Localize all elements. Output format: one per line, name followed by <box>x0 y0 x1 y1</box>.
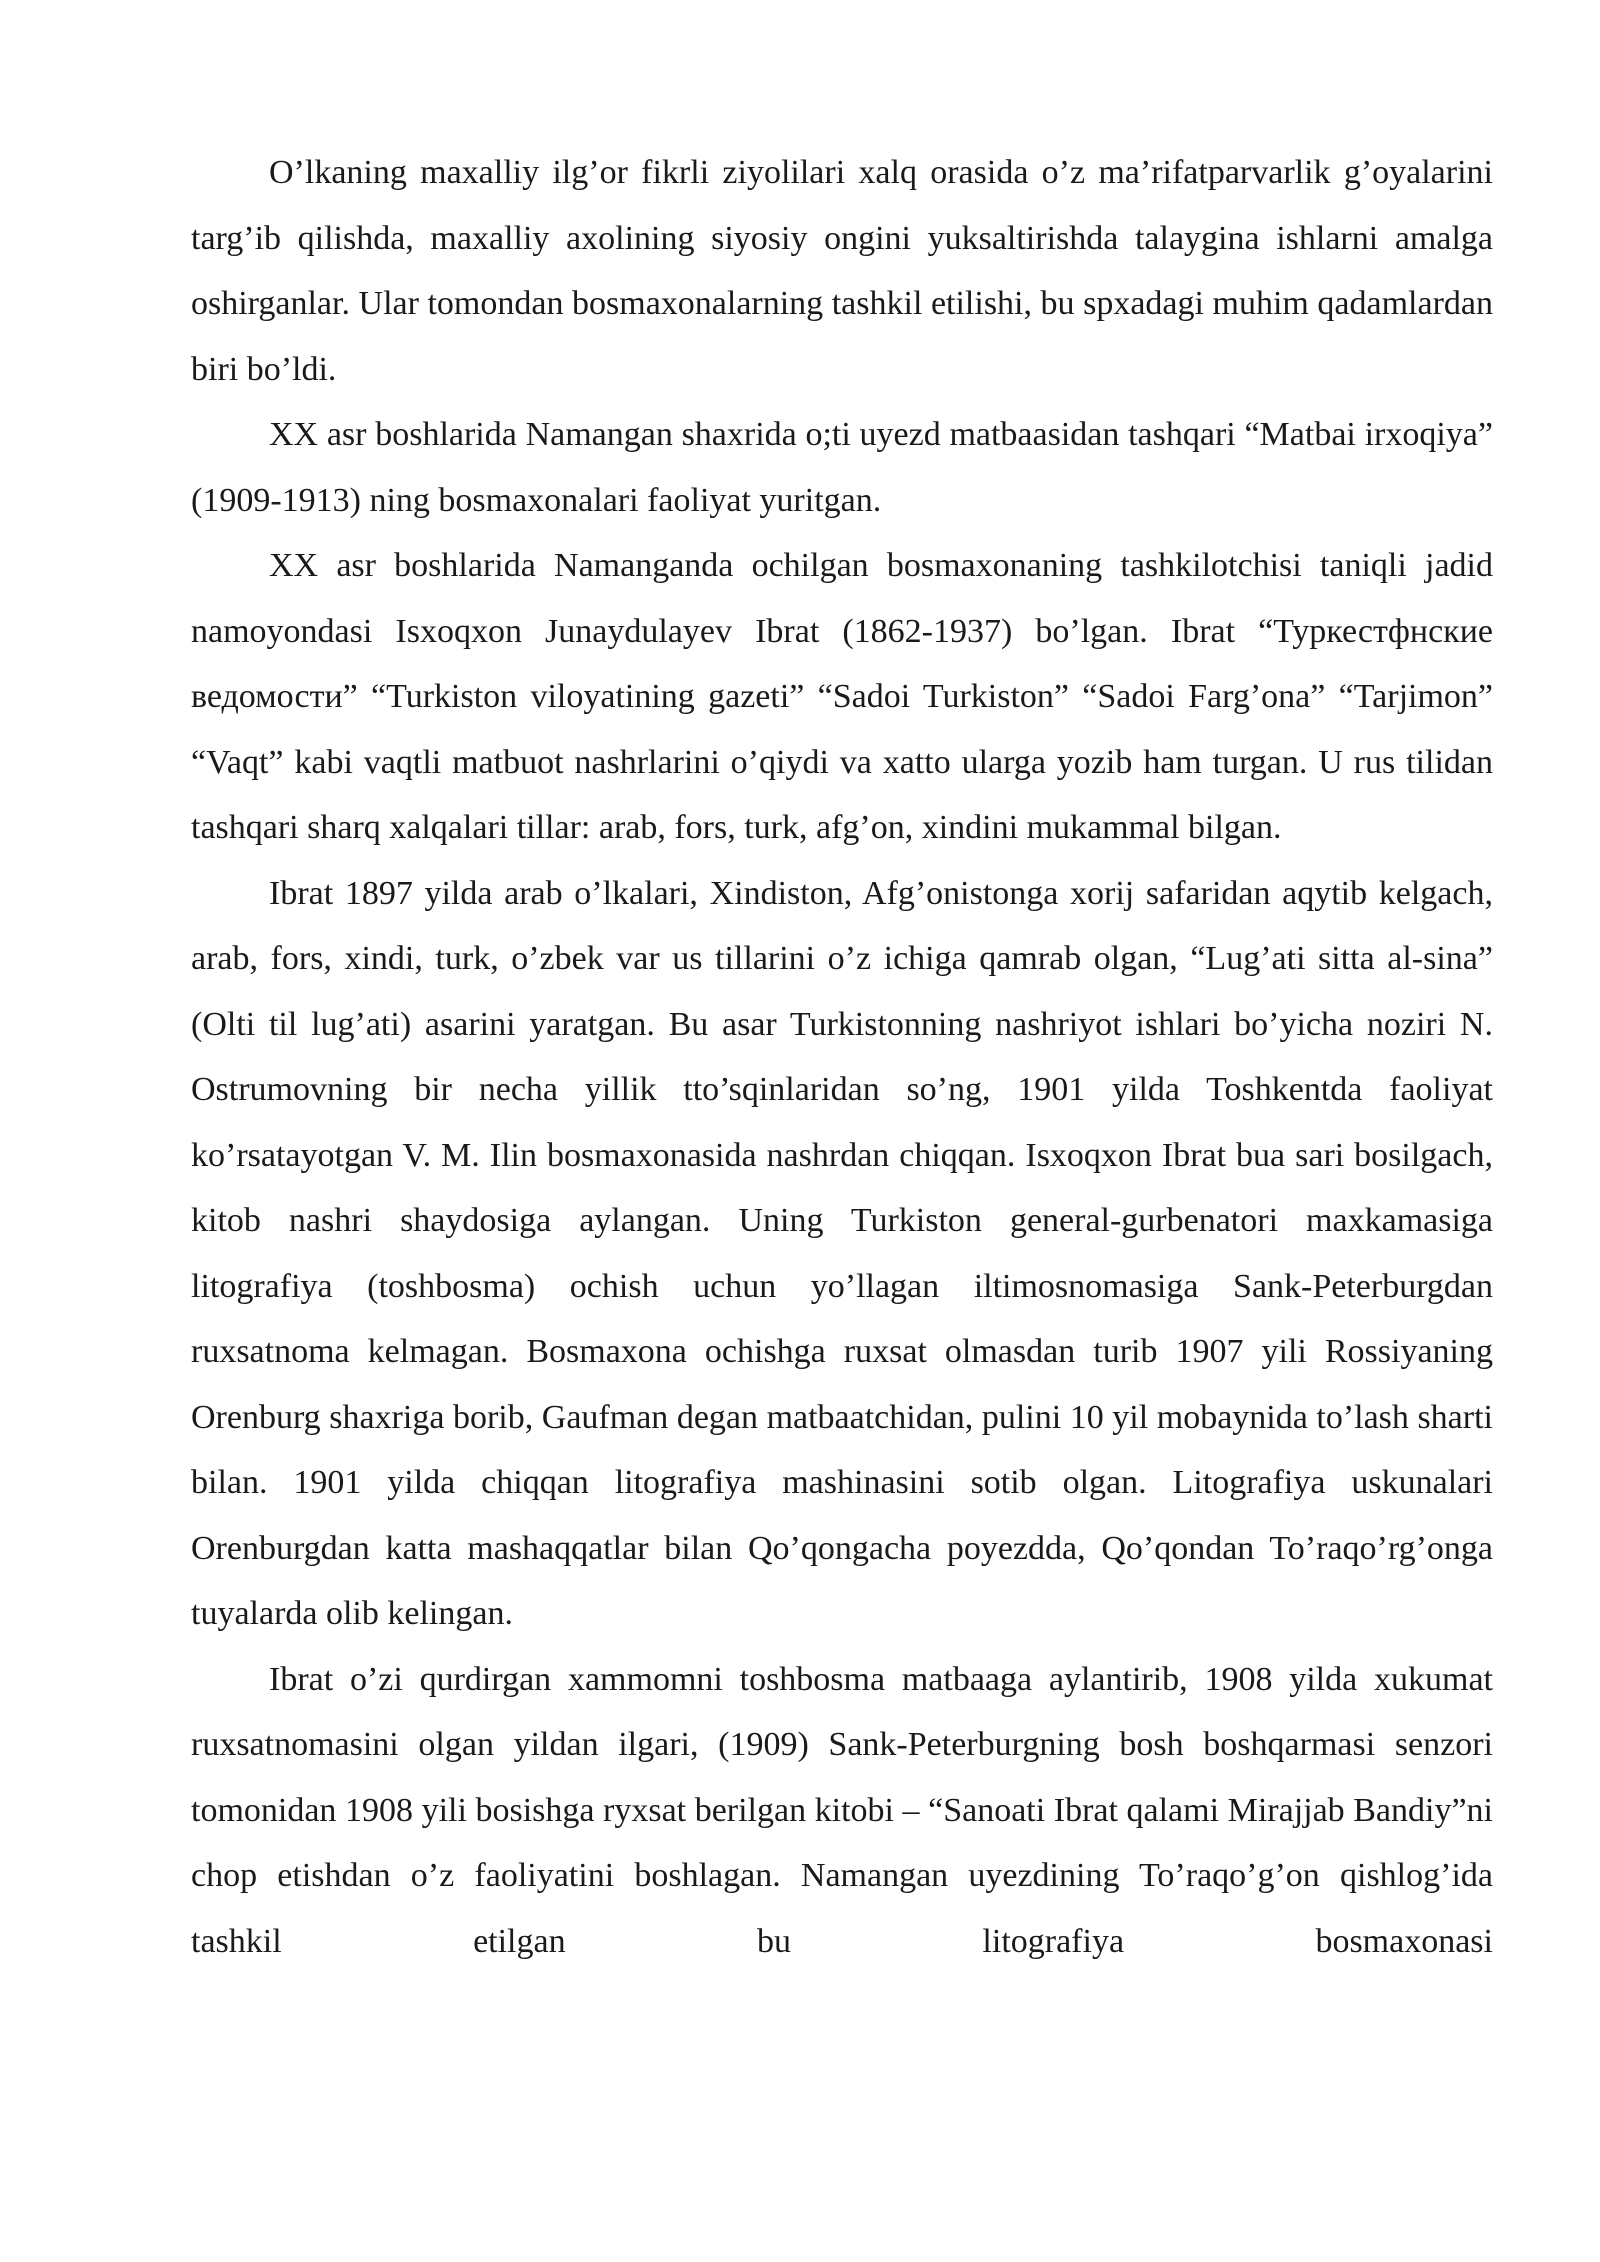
paragraph-4: Ibrat 1897 yilda arab o’lkalari, Xindiston, Afg’onistonga xorij safaridan aqytib kelgach, arab, fors, xindi, turk, o’zbek var us tillarini o’z ichiga qamrab olgan, “Lug’ati sitta al-sina” (Olti til lug’ati) asarini yaratgan. Bu asar Turkistonning nashriyot ishlari bo’yicha noziri N. Ostrumovning bir necha yillik tto’sqinlaridan so’ng, 1901 yilda Toshkentda faoliyat ko’rsatayotgan V. M. Ilin bosmaxonasida nashrdan chiqqan. Isxoqxon Ibrat bua sari bosilgach, kitob nashri shaydosiga aylangan. Uning Turkiston general-gurbenatori maxkamasiga litografiya (toshbosma) ochish uchun yo’llagan iltimosnomasiga Sank-Peterburgdan ruxsatnoma kelmagan. Bosmaxona ochishga ruxsat olmasdan turib 1907 yili Rossiyaning Orenburg shaxriga borib, Gaufman degan matbaatchidan, pulini 10 yil mobaynida to’lash sharti bilan. 1901 yilda chiqqan litografiya mashinasini sotib olgan. Litografiya uskunalari Orenburgdan katta mashaqqatlar bilan Qo’qongacha poyezdda, Qo’qondan To’raqo’rg’onga tuyalarda olib kelingan. <box>191 874 1493 1632</box>
paragraph-3: XX asr boshlarida Namanganda ochilgan bosmaxonaning tashkilotchisi taniqli jadid namoyondasi Isxoqxon Junaydulayev Ibrat (1862-1937) bo’lgan. Ibrat “Туркестфнские ведомости” “Turkiston viloyatining gazeti” “Sadoi Turkiston” “Sadoi Farg’ona” “Tarjimon” “Vaqt” kabi vaqtli matbuot nashrlarini o’qiydi va xatto ularga yozib ham turgan. U rus tilidan tashqari sharq xalqalari tillar: arab, fors, turk, afg’on, xindini mukammal bilgan. <box>191 547 1493 846</box>
paragraph-5: Ibrat o’zi qurdirgan xammomni toshbosma matbaaga aylantirib, 1908 yilda xukumat ruxsatnomasini olgan yildan ilgari, (1909) Sank-Peterburgning bosh boshqarmasi senzori tomonidan 1908 yili bosishga ryxsat berilgan kitobi – “Sanoati Ibrat qalami Mirajjab Bandiy”ni chop etishdan o’z faoliyatini boshlagan. Namangan uyezdining To’raqo’g’on qishlog’ida tashkil etilgan bu litografiya bosmaxonasi <box>191 1660 1493 1960</box>
document-page <box>191 140 1493 1974</box>
paragraph-1: O’lkaning maxalliy ilg’or fikrli ziyolilari xalq orasida o’z ma’rifatparvarlik g’oyalarini targ’ib qilishda, maxalliy axolining siyosiy ongini yuksaltirishda talaygina ishlarni amalga oshirganlar. Ular tomondan bosmaxonalarning tashkil etilishi, bu spxadagi muhim qadamlardan biri bo’ldi. <box>191 154 1493 388</box>
paragraph-2: XX asr boshlarida Namangan shaxrida o;ti uyezd matbaasidan tashqari “Matbai irxoqiya” (1909-1913) ning bosmaxonalari faoliyat yuritgan. <box>191 416 1493 519</box>
